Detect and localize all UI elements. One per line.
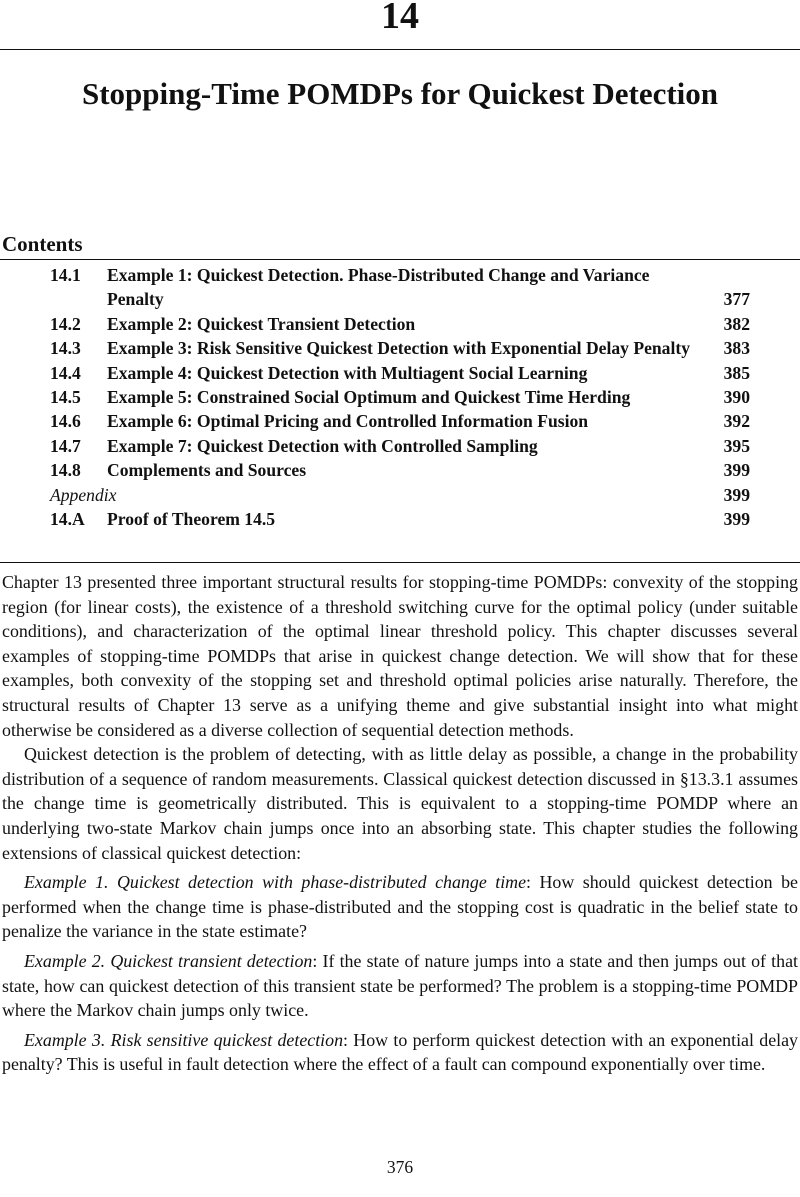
- chapter-title: Stopping-Time POMDPs for Quickest Detection: [81, 76, 719, 111]
- toc-entry-number: 14.7: [50, 435, 81, 456]
- toc-entry-page: 377: [723, 289, 750, 310]
- toc-entry-14-3[interactable]: [0, 336, 800, 360]
- toc-entry-title: Proof of Theorem 14.5: [107, 509, 276, 530]
- toc-entry-number: 14.4: [50, 362, 81, 383]
- toc-entry-number: 14.A: [50, 509, 85, 530]
- toc-entry-number: 14.2: [50, 313, 81, 334]
- toc-entry-number: 14.8: [50, 460, 81, 481]
- toc-entry-14-1[interactable]: [0, 263, 800, 312]
- example-2-label: Example 2.: [24, 950, 106, 971]
- toc-entry-page: 383: [723, 338, 750, 359]
- toc-entry-title: Complements and Sources: [107, 460, 307, 481]
- example-3-text: : How to perform quickest detection with an exponential delay penalty? This is useful in fault detection where the effect of a fault can compound exponentially over time.: [2, 1029, 798, 1075]
- top-rule: [0, 49, 800, 50]
- body-text: [2, 570, 798, 1077]
- example-3-name: Risk sensitive quickest detection: [110, 1029, 344, 1050]
- example-2-name: Quickest transient detection: [110, 950, 313, 971]
- toc-entry-title: Example 3: Risk Sensitive Quickest Detection with Exponential Delay Penalty: [107, 338, 691, 359]
- example-3-label: Example 3.: [24, 1029, 106, 1050]
- toc-entry-page: 385: [723, 362, 750, 383]
- toc-entry-page: 399: [723, 484, 750, 505]
- example-1-name: Quickest detection with phase-distributed change time: [116, 872, 527, 893]
- toc-entry-title: Example 4: Quickest Detection with Multiagent Social Learning: [107, 362, 588, 383]
- toc-entry-number: 14.1: [50, 265, 81, 285]
- toc-entry-appendix[interactable]: [0, 483, 800, 507]
- toc-entry-page: 390: [723, 387, 750, 408]
- example-2-text: : If the state of nature jumps into a state and then jumps out of that state, how can quickest detection of this transient state be performed? The problem is a stopping-time POMDP where the Markov chain jumps only twice.: [2, 950, 798, 1021]
- intro-paragraph: Chapter 13 presented three important structural results for stopping-time POMDPs: convexity of the stopping region (for linear costs), the existence of a threshold switching curve for the optimal policy (under suitable conditions), and characterization of the optimal linear threshold policy. This chapter discusses several examples of stopping-time POMDPs that arise in quickest change detection. We will show that for these examples, both convexity of the stopping set and threshold optimal policies arise naturally. Therefore, the structural results of Chapter 13 serve as a unifying theme and give substantial insight into what might otherwise be considered as a diverse collection of sequential detection methods.: [2, 572, 798, 740]
- toc-entry-title: Example 2: Quickest Transient Detection: [107, 313, 416, 334]
- toc-entry-14-a[interactable]: [0, 507, 800, 531]
- toc-entry-page: 399: [723, 509, 750, 530]
- toc-entry-14-7[interactable]: [0, 434, 800, 458]
- example-1-text: : How should quickest detection be performed when the change time is phase-distributed and the stopping cost is quadratic in the belief state to penalize the variance in the state estimate?: [2, 872, 798, 942]
- example-2-paragraph: [2, 949, 798, 1023]
- toc-entry-14-4[interactable]: [0, 361, 800, 385]
- page-number: 376: [386, 1157, 414, 1177]
- toc-entry-page: 399: [723, 460, 750, 481]
- toc-entry-number: 14.6: [50, 411, 81, 432]
- toc-entry-14-2[interactable]: [0, 312, 800, 336]
- example-1-label: Example 1.: [24, 872, 109, 893]
- toc-entry-14-8[interactable]: [0, 458, 800, 482]
- toc-entry-number: 14.3: [50, 338, 81, 359]
- toc-entry-title: Example 1: Quickest Detection. Phase-Distributed Change and Variance Penalty: [107, 265, 650, 310]
- contents-top-rule: [0, 259, 800, 260]
- toc-entry-number: 14.5: [50, 387, 81, 408]
- toc-entry-title: Example 5: Constrained Social Optimum and Quickest Time Herding: [107, 387, 631, 408]
- toc-entry-14-5[interactable]: [0, 385, 800, 409]
- toc-entry-page: 382: [723, 313, 750, 334]
- toc-entry-page: 395: [723, 435, 750, 456]
- contents-bottom-rule: [0, 562, 800, 563]
- toc-entry-title: Example 6: Optimal Pricing and Controlled Information Fusion: [107, 411, 589, 432]
- contents-heading: Contents: [2, 232, 83, 256]
- table-of-contents: [0, 263, 800, 531]
- toc-entry-title: Example 7: Quickest Detection with Controlled Sampling: [107, 435, 538, 456]
- example-1-paragraph: [2, 870, 798, 944]
- toc-entry-14-6[interactable]: [0, 409, 800, 433]
- quickest-detection-paragraph: Quickest detection is the problem of detecting, with as little delay as possible, a change in the probability distribution of a sequence of random measurements. Classical quickest detection discussed in §13.3.1 assumes the change time is geometrically distributed. This is equivalent to a stopping-time POMDP where an underlying two-state Markov chain jumps once into an absorbing state. This chapter studies the following extensions of classical quickest detection:: [2, 744, 798, 863]
- toc-entry-page: 392: [723, 411, 750, 432]
- chapter-number: 14: [381, 0, 419, 37]
- example-3-paragraph: [2, 1028, 798, 1077]
- toc-appendix-title: Appendix: [50, 484, 117, 505]
